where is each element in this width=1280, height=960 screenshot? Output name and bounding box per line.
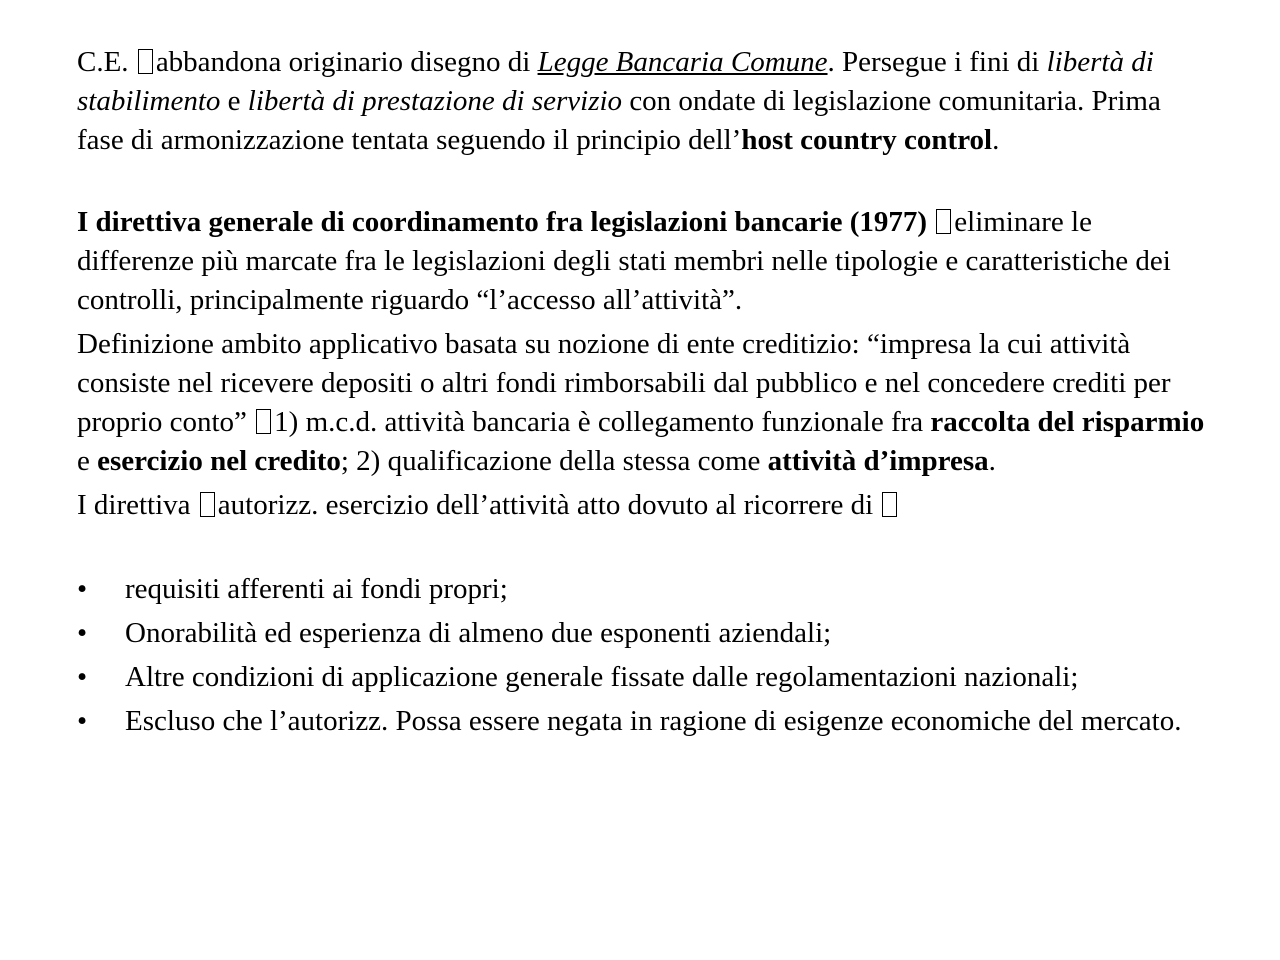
arrow-icon <box>138 49 153 74</box>
text-i-direttiva: I direttiva <box>77 489 191 521</box>
list-item <box>77 702 1207 741</box>
bullet-marker: • <box>77 617 88 649</box>
text-mcd: 1) m.c.d. attività bancaria è collegamento funzionale fra <box>274 406 931 438</box>
text-qualificazione: ; 2) qualificazione della stessa come <box>340 445 768 477</box>
list-item-text: Onorabilità ed esperienza di almeno due esponenti aziendali; <box>125 617 832 649</box>
text-autorizz: autorizz. esercizio dell’attività atto dovuto al ricorrere di <box>217 489 874 521</box>
text-first-directive-title: I direttiva generale di coordinamento fra legislazioni bancarie (1977) <box>77 206 928 238</box>
slide-text-body <box>77 43 1207 746</box>
arrow-icon <box>200 492 215 517</box>
list-item <box>77 614 1207 653</box>
text-definizione: Definizione ambito applicativo basata su nozione di ente creditizio: “impresa la cui attività consiste nel ricevere depositi o altri fondi rimborsabili dal pubblico e nel concedere crediti per proprio conto” <box>77 328 1171 438</box>
paragraph-intro <box>77 43 1207 160</box>
text-liberta-stabilimento: libertà di stabilimento <box>77 46 1154 117</box>
bullet-marker: • <box>77 573 88 605</box>
paragraph-authorization <box>77 486 1207 525</box>
text-e-2: e <box>77 445 98 477</box>
list-item-text: Escluso che l’autorizz. Possa essere negata in ragione di esigenze economiche del mercato. <box>125 705 1182 737</box>
text-ondate: con ondate di legislazione comunitaria. Prima fase di armonizzazione tentata seguendo il principio dell’ <box>77 85 1161 156</box>
text-eliminare: eliminare le differenze più marcate fra le legislazioni degli stati membri nelle tipologie e caratteristiche dei controlli, principalmente riguardo “l’accesso all’attività”. <box>77 206 1171 316</box>
text-e: e <box>220 85 248 117</box>
text-legge-bancaria-comune: Legge Bancaria Comune <box>537 46 828 78</box>
paragraph-definition <box>77 325 1207 481</box>
list-item-text: requisiti afferenti ai fondi propri; <box>125 573 508 605</box>
list-item <box>77 570 1207 609</box>
text-period: . <box>992 124 1000 156</box>
list-item-text: Altre condizioni di applicazione generale fissate dalle regolamentazioni nazionali; <box>125 661 1079 693</box>
text-persegue: . Persegue i fini di <box>827 46 1047 78</box>
text-esercizio-credito: esercizio nel credito <box>97 445 341 477</box>
bullet-marker: • <box>77 661 88 693</box>
arrow-icon <box>936 209 951 234</box>
text-raccolta-risparmio: raccolta del risparmio <box>930 406 1205 438</box>
list-item <box>77 658 1207 697</box>
text-period-2: . <box>988 445 996 477</box>
arrow-icon <box>256 409 271 434</box>
bullet-marker: • <box>77 705 88 737</box>
text-abbandona: abbandona originario disegno di <box>155 46 538 78</box>
arrow-icon <box>882 492 897 517</box>
text-ce: C.E. <box>77 46 129 78</box>
paragraph-first-directive <box>77 203 1207 320</box>
text-attivita-impresa: attività d’impresa <box>767 445 989 477</box>
text-liberta-prestazione: libertà di prestazione di servizio <box>247 85 623 117</box>
text-host-country-control: host country control <box>741 124 993 156</box>
requirements-list <box>77 570 1207 741</box>
